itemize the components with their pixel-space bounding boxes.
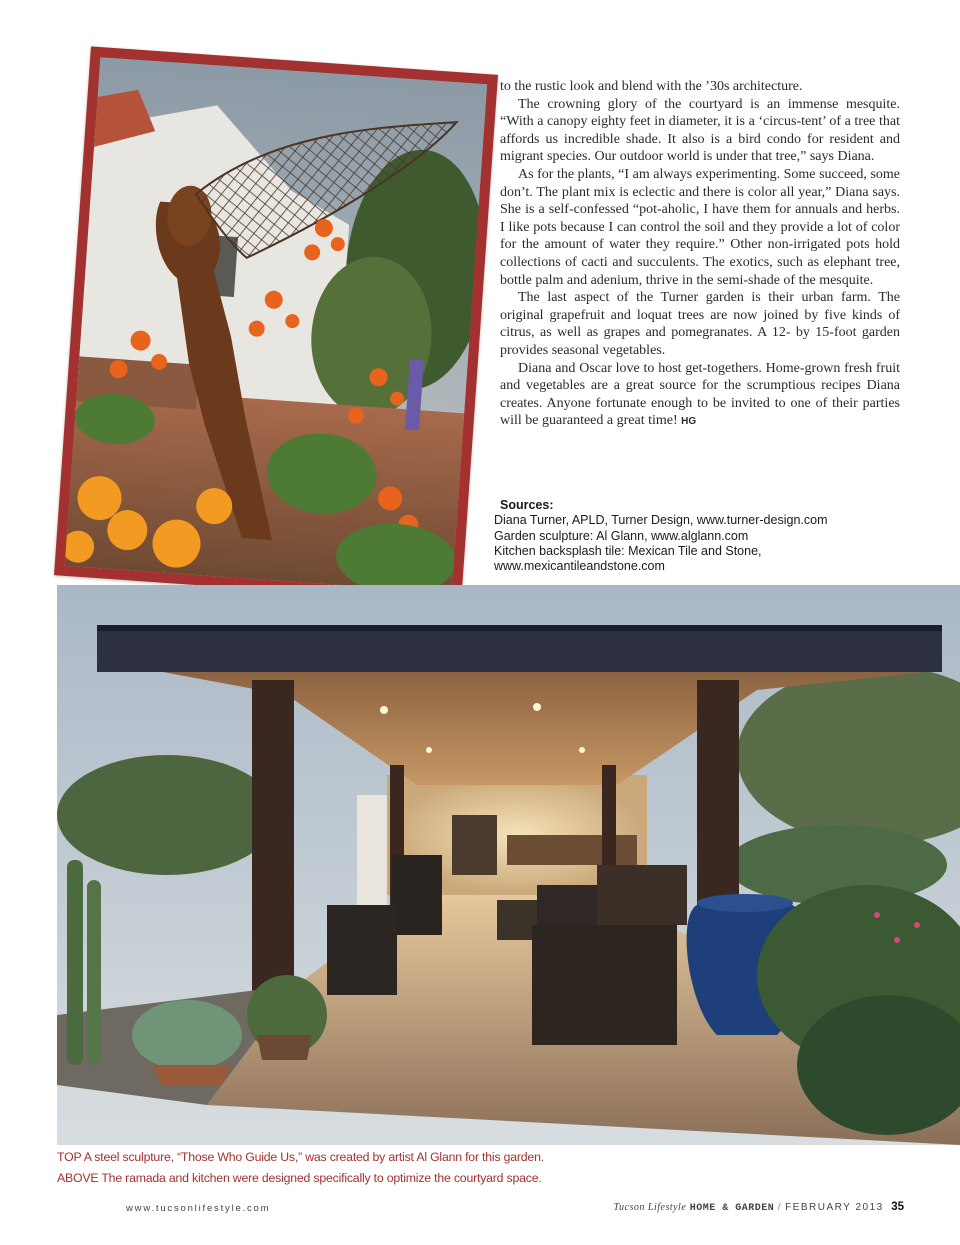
article-paragraph: The crowning glory of the courtyard is an immense mesquite. “With a canopy eighty feet in diameter, it is a ‘circus-tent’ of a tree that affords us incredible shade. It also is a bird condo for resident and migrant species. Our outdoor world is under that tree,” says Diana. bbox=[500, 96, 900, 165]
footer-url: www.tucsonlifestyle.com bbox=[126, 1203, 271, 1214]
page-number: 35 bbox=[891, 1201, 904, 1213]
caption-above bbox=[57, 1168, 937, 1189]
article-paragraph-last bbox=[500, 360, 900, 431]
footer-separator: / bbox=[774, 1202, 786, 1213]
source-line: Diana Turner, APLD, Turner Design, www.turner-design.com bbox=[494, 513, 828, 528]
sculpture-photo bbox=[65, 57, 488, 593]
footer-section: HOME & GARDEN bbox=[689, 1203, 775, 1214]
article-paragraph: The last aspect of the Turner garden is their urban farm. The original grapefruit and loquat trees are now joined by five kinds of citrus, as well as grapes and pomegranates. A 12- by 15-foot garden provides seasonal vegetables. bbox=[500, 290, 900, 358]
footer-magazine: Tucson Lifestyle bbox=[613, 1202, 687, 1213]
caption-above-text: The ramada and kitchen were designed specifically to optimize the courtyard space. bbox=[98, 1171, 542, 1185]
article-last-text: Diana and Oscar love to host get-togethers. Home-grown fresh fruit and vegetables are a great source for the scrumptious recipes Diana creates. Anyone fortunate enough to be invited to one of their parties will be guaranteed a great time! bbox=[500, 360, 900, 429]
caption-top bbox=[57, 1147, 937, 1168]
ramada-photo-frame bbox=[57, 585, 960, 1145]
article-paragraph: to the rustic look and blend with the ’30s architecture. bbox=[500, 79, 803, 94]
article-body bbox=[500, 78, 900, 431]
footer-issue: FEBRUARY 2013 bbox=[785, 1202, 884, 1213]
sources-heading: Sources: bbox=[500, 498, 554, 512]
end-mark: HG bbox=[681, 416, 697, 428]
ramada-photo bbox=[57, 585, 960, 1145]
caption-top-text: A steel sculpture, “Those Who Guide Us,” was created by artist Al Glann for this garden. bbox=[81, 1150, 544, 1164]
caption-above-label: ABOVE bbox=[57, 1171, 99, 1185]
source-line: www.mexicantileandstone.com bbox=[494, 559, 665, 574]
source-line: Garden sculpture: Al Glann, www.alglann.com bbox=[494, 528, 749, 543]
source-line: Kitchen backsplash tile: Mexican Tile and Stone, bbox=[494, 543, 762, 558]
caption-top-label: TOP bbox=[57, 1150, 82, 1164]
article-paragraph: As for the plants, “I am always experimenting. Some succeed, some don’t. The plant mix is eclectic and there is color all year,” Diana says. She is a self-confessed “pot-aholic, I have them for annuals and herbs. I like pots because I can control the soil and they provide a lot of color for the amount of water they require.” Other non-irrigated pots hold collections of cacti and succulents. The exotics, such as elephant tree, bottle palm and adenium, thrive in the semi-shade of the mesquite. bbox=[500, 166, 900, 288]
photo-captions bbox=[57, 1147, 937, 1189]
sources-block bbox=[494, 498, 914, 574]
footer-folio bbox=[614, 1201, 904, 1214]
sculpture-photo-frame bbox=[54, 46, 498, 603]
